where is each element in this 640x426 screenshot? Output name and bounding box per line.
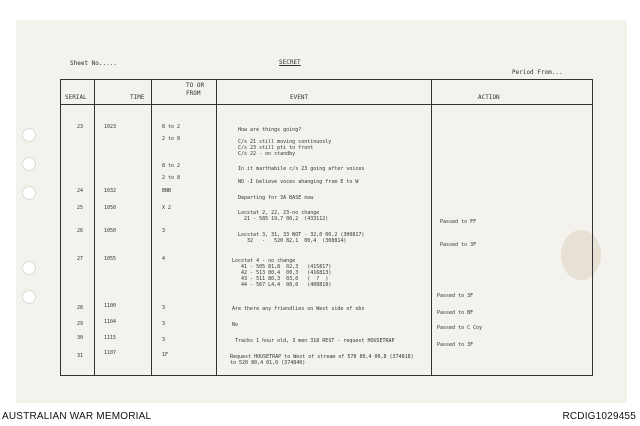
header-divider xyxy=(61,104,592,105)
punch-hole xyxy=(22,261,36,275)
row-tofrom: 2 to 8 xyxy=(162,136,181,142)
row-tofrom: X 2 xyxy=(162,205,172,211)
row-tofrom: 8 to 2 xyxy=(162,163,181,169)
row-tofrom: 3 xyxy=(162,321,166,327)
row-event: Request HOUSETRAP to West of stream of 578 80,4 00,8 (374818) to 520 80,4 01,0 (374840) xyxy=(230,354,414,366)
row-time: 1104 xyxy=(104,319,117,325)
log-table xyxy=(60,79,593,376)
row-tofrom: 3 xyxy=(162,337,166,343)
row-serial: 27 xyxy=(77,256,84,262)
row-tofrom: 3 xyxy=(162,228,166,234)
sheet-number: Sheet No..... xyxy=(70,60,117,67)
col-to-or: TO OR xyxy=(186,82,205,89)
row-tofrom: 4 xyxy=(162,256,166,262)
punch-hole xyxy=(22,290,36,304)
row-time: 1032 xyxy=(104,188,117,194)
row-action: Passed to BF xyxy=(437,310,474,316)
row-action: Passed to 3F xyxy=(440,242,477,248)
row-event: Are there any friendlies on West side of obs xyxy=(232,306,365,312)
row-serial: 26 xyxy=(77,228,84,234)
col-action: ACTION xyxy=(478,94,500,101)
footer-archive-label: AUSTRALIAN WAR MEMORIAL xyxy=(2,411,152,422)
row-tofrom: 8 to 2 xyxy=(162,124,181,130)
row-action: Passed to 3F xyxy=(437,293,474,299)
row-time: 1107 xyxy=(104,350,117,356)
column-divider xyxy=(94,80,95,375)
row-event: NO -I believe voces ahanging from E to W xyxy=(238,179,359,185)
row-tofrom: BNB xyxy=(162,188,172,194)
row-event: Tracks 1 hour old, 3 men 318 REST - request HOUSETRAP xyxy=(235,338,395,344)
row-event: In it marthabile c/s 23 going after voices xyxy=(238,166,365,172)
row-event: Locstat 4 - no change 41 - 505 81,8 02,3 (415817) 42 - 513 80,4 00,3 (416813) 43 - 511 80,3 03,0 ( ? ) 44 - 567 L4,4 00,0 (408810) xyxy=(232,258,332,288)
row-serial: 31 xyxy=(77,353,84,359)
footer-record-id: RCDIG1029455 xyxy=(562,411,636,422)
row-serial: 24 xyxy=(77,188,84,194)
row-event: Departing for 3A BASE now xyxy=(238,195,314,201)
punch-hole xyxy=(22,186,36,200)
period-from: Period From... xyxy=(512,69,563,76)
row-time: 1115 xyxy=(104,335,117,341)
punch-hole xyxy=(22,128,36,142)
row-serial: 28 xyxy=(77,305,84,311)
col-event: EVENT xyxy=(290,94,309,101)
row-event: Locstat 3, 31, 33 NOT - 32,0 00,2 (300817) 32 - 520 82,1 00,4 (308814) xyxy=(238,232,365,244)
row-time: 1023 xyxy=(104,124,117,130)
classification-label: SECRET xyxy=(279,59,301,66)
row-action: Passed to C Coy xyxy=(437,325,483,331)
column-divider xyxy=(151,80,152,375)
col-time: TIME xyxy=(130,94,145,101)
row-event: No xyxy=(232,322,239,328)
row-time: 1055 xyxy=(104,256,117,262)
row-event: How are things going? xyxy=(238,127,302,133)
row-event: C/s 21 still moving continuosly C/s 23 still pti to front C/s 22 - on standby xyxy=(238,139,332,157)
row-action: Passed to 3F xyxy=(437,342,474,348)
row-tofrom: 3 xyxy=(162,305,166,311)
row-tofrom: 1F xyxy=(162,352,169,358)
row-action: Passed to FF xyxy=(440,219,477,225)
row-time: 1050 xyxy=(104,228,117,234)
column-divider xyxy=(216,80,217,375)
col-serial: SERIAL xyxy=(65,94,87,101)
row-event: Locstat 2, 22, 23-no change 21 - 585 19,7 00,2 (433112) xyxy=(238,210,329,222)
row-serial: 29 xyxy=(77,321,84,327)
column-divider xyxy=(431,80,432,375)
col-from: FROM xyxy=(186,90,201,97)
row-tofrom: 2 to 8 xyxy=(162,175,181,181)
row-time: 1100 xyxy=(104,303,117,309)
row-serial: 25 xyxy=(77,205,84,211)
row-serial: 23 xyxy=(77,124,84,130)
row-time: 1050 xyxy=(104,205,117,211)
row-serial: 30 xyxy=(77,335,84,341)
punch-hole xyxy=(22,157,36,171)
